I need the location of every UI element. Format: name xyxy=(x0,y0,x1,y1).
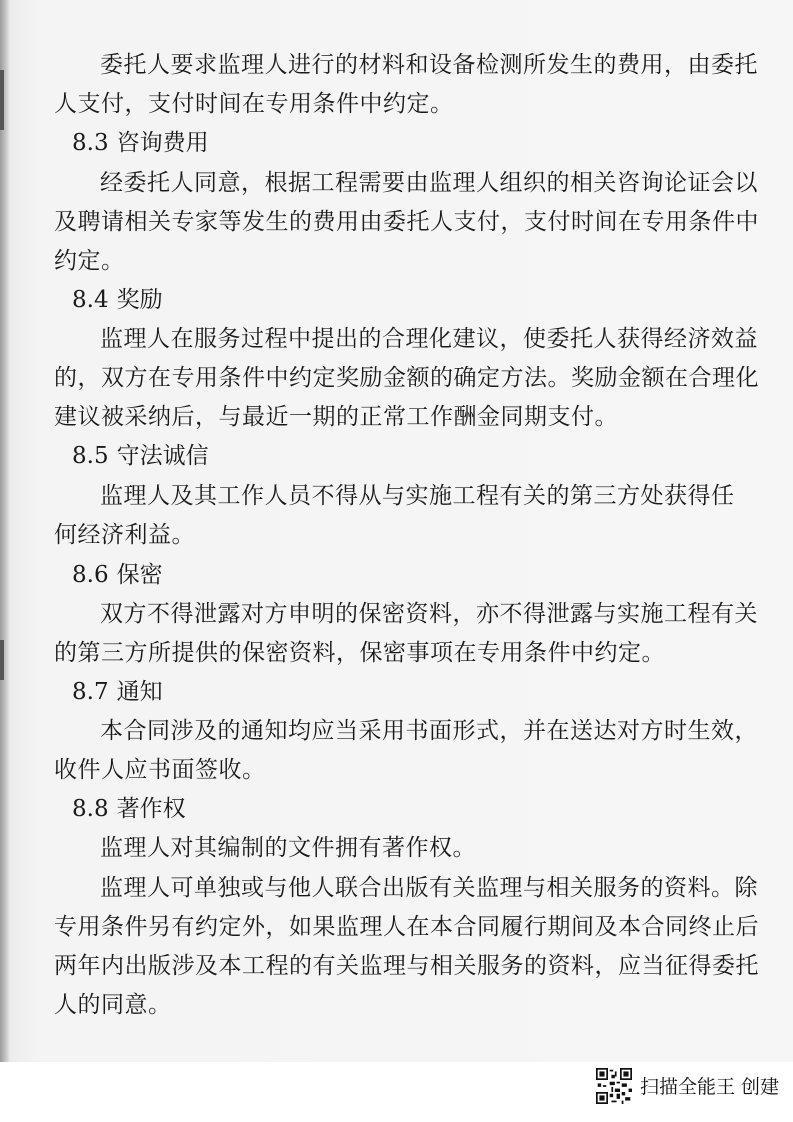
section-number: 8.7 xyxy=(72,679,109,705)
body-line: 的第三方所提供的保密资料，保密事项在专用条件中约定。 xyxy=(54,640,665,666)
section-title: 保密 xyxy=(116,562,163,588)
section-number: 8.8 xyxy=(72,796,109,822)
body-line: 监理人可单独或与他人联合出版有关监理与相关服务的资料。除 xyxy=(100,875,758,901)
section-title: 通知 xyxy=(116,679,163,705)
section-number: 8.5 xyxy=(72,443,109,469)
body-line: 监理人对其编制的文件拥有著作权。 xyxy=(100,835,476,861)
section-heading-8-5 xyxy=(72,441,209,471)
section-heading-8-7 xyxy=(72,677,163,707)
section-number: 8.3 xyxy=(72,130,109,156)
qr-code-icon xyxy=(596,1068,632,1104)
section-number: 8.6 xyxy=(72,562,109,588)
binding-mark xyxy=(0,640,4,680)
body-line: 人支付，支付时间在专用条件中约定。 xyxy=(54,91,454,117)
binding-mark xyxy=(0,70,4,130)
body-line: 监理人在服务过程中提出的合理化建议，使委托人获得经济效益 xyxy=(100,326,758,352)
section-heading-8-6 xyxy=(72,560,163,590)
body-line: 及聘请相关专家等发生的费用由委托人支付，支付时间在专用条件中 xyxy=(54,209,759,235)
section-heading-8-4 xyxy=(72,285,163,315)
body-line: 经委托人同意，根据工程需要由监理人组织的相关咨询论证会以 xyxy=(100,170,758,196)
body-line: 人的同意。 xyxy=(54,992,172,1018)
section-title: 守法诚信 xyxy=(116,443,209,469)
body-line: 何经济利益。 xyxy=(54,522,195,548)
section-heading-8-3 xyxy=(72,128,209,158)
body-line: 委托人要求监理人进行的材料和设备检测所发生的费用，由委托 xyxy=(100,52,758,78)
binding-shadow xyxy=(0,0,10,1062)
body-line: 收件人应书面签收。 xyxy=(54,757,266,783)
body-line: 本合同涉及的通知均应当采用书面形式，并在送达对方时生效， xyxy=(100,718,758,744)
body-line: 专用条件另有约定外，如果监理人在本合同履行期间及本合同终止后 xyxy=(54,914,759,940)
body-line: 建议被采纳后，与最近一期的正常工作酬金同期支付。 xyxy=(54,404,618,430)
section-title: 咨询费用 xyxy=(116,130,209,156)
body-line: 双方不得泄露对方申明的保密资料，亦不得泄露与实施工程有关 xyxy=(100,601,758,627)
section-number: 8.4 xyxy=(72,287,109,313)
body-line: 约定。 xyxy=(54,248,125,274)
body-line: 两年内出版涉及本工程的有关监理与相关服务的资料，应当征得委托 xyxy=(54,953,759,979)
scanner-label: 扫描全能王 创建 xyxy=(640,1076,780,1098)
section-heading-8-8 xyxy=(72,794,186,824)
section-title: 著作权 xyxy=(116,796,186,822)
section-title: 奖励 xyxy=(116,287,163,313)
body-line: 监理人及其工作人员不得从与实施工程有关的第三方处获得任 xyxy=(100,483,735,509)
body-line: 的，双方在专用条件中约定奖励金额的确定方法。奖励金额在合理化 xyxy=(54,365,759,391)
